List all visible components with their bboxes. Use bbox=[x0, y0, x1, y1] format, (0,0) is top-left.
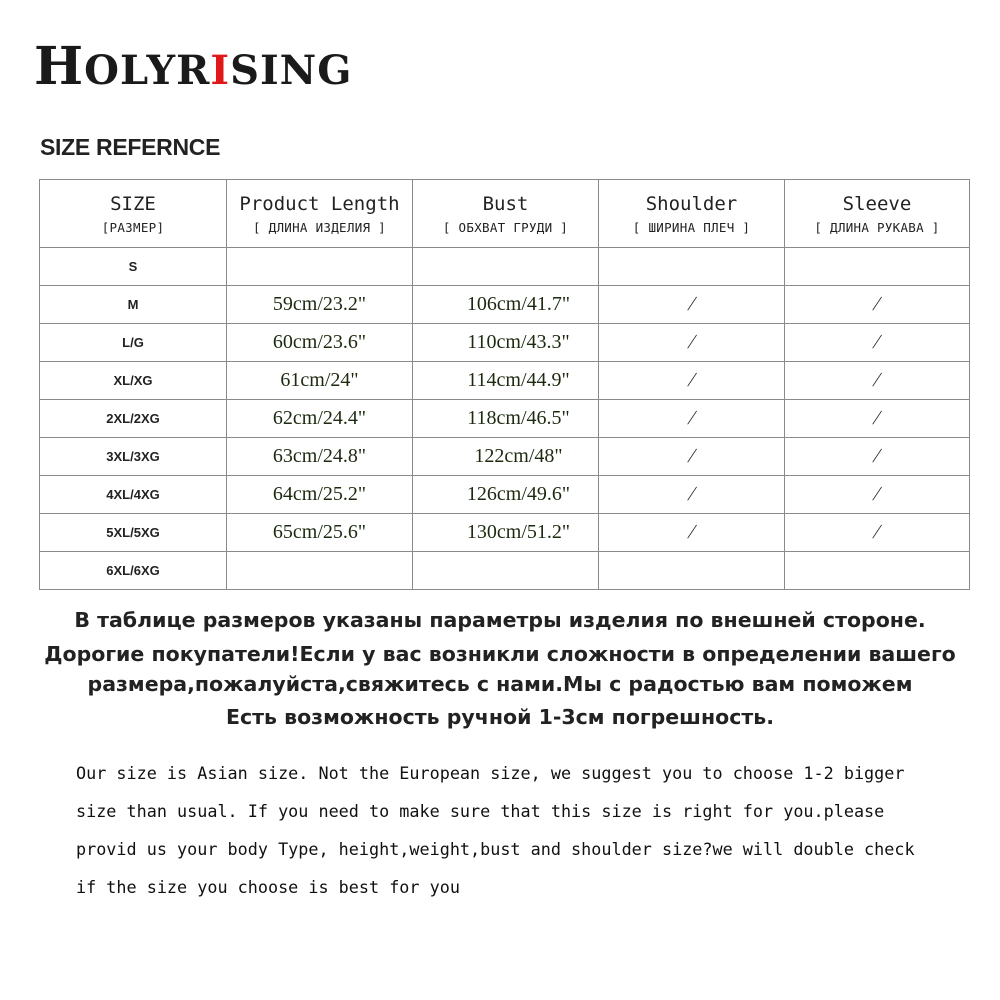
table-row bbox=[40, 248, 970, 286]
russian-note-line: Есть возможность ручной 1-3см погрешность. bbox=[225, 705, 774, 729]
sleeve-value: / bbox=[870, 331, 884, 353]
sleeve-value: / bbox=[870, 445, 884, 467]
header-sublabel: [ ДЛИНА ИЗДЕЛИЯ ] bbox=[252, 219, 387, 235]
size-chart-table bbox=[39, 179, 970, 590]
table-row bbox=[40, 400, 970, 438]
size-cell: L/G bbox=[40, 324, 227, 362]
sleeve-cell bbox=[785, 400, 970, 438]
english-note-line: Our size is Asian size. Not the European size, we suggest you to choose 1-2 bigger bbox=[76, 763, 905, 783]
sleeve-cell bbox=[785, 362, 970, 400]
table-row bbox=[40, 286, 970, 324]
shoulder-cell bbox=[599, 438, 785, 476]
table-row bbox=[40, 552, 970, 590]
size-cell: 4XL/4XG bbox=[40, 476, 227, 514]
sleeve-value: / bbox=[870, 369, 884, 391]
bust-cell: 126cm/49.6" bbox=[413, 476, 599, 514]
sleeve-value: / bbox=[870, 407, 884, 429]
size-cell: 3XL/3XG bbox=[40, 438, 227, 476]
sleeve-value: / bbox=[870, 483, 884, 505]
shoulder-cell bbox=[599, 514, 785, 552]
bust-cell bbox=[413, 248, 599, 286]
shoulder-cell bbox=[599, 324, 785, 362]
header-label: Bust bbox=[482, 192, 529, 215]
bust-cell: 114cm/44.9" bbox=[413, 362, 599, 400]
length-cell: 59cm/23.2" bbox=[227, 286, 413, 324]
table-header-row bbox=[40, 180, 970, 248]
shoulder-cell bbox=[599, 362, 785, 400]
bust-cell: 130cm/51.2" bbox=[413, 514, 599, 552]
header-product-length bbox=[227, 180, 413, 248]
sleeve-value: / bbox=[870, 521, 884, 543]
brand-logo bbox=[34, 36, 352, 97]
header-sleeve bbox=[785, 180, 970, 248]
header-shoulder bbox=[599, 180, 785, 248]
size-cell: 6XL/6XG bbox=[40, 552, 227, 590]
header-sublabel: [ ДЛИНА РУКАВА ] bbox=[814, 219, 940, 235]
table-row bbox=[40, 514, 970, 552]
shoulder-cell bbox=[599, 476, 785, 514]
shoulder-value: / bbox=[685, 407, 699, 429]
sleeve-cell bbox=[785, 324, 970, 362]
logo-text-part1: OLYR bbox=[84, 47, 211, 94]
table-row bbox=[40, 476, 970, 514]
sleeve-cell bbox=[785, 552, 970, 590]
length-cell: 61cm/24" bbox=[227, 362, 413, 400]
sleeve-value: / bbox=[870, 293, 884, 315]
length-cell: 60cm/23.6" bbox=[227, 324, 413, 362]
header-label: SIZE bbox=[110, 192, 156, 215]
sleeve-cell bbox=[785, 476, 970, 514]
bust-cell: 118cm/46.5" bbox=[413, 400, 599, 438]
header-label: Product Length bbox=[239, 192, 400, 215]
shoulder-cell bbox=[599, 286, 785, 324]
bust-cell: 122cm/48" bbox=[413, 438, 599, 476]
header-sublabel: [ ШИРИНА ПЛЕЧ ] bbox=[632, 219, 751, 235]
size-cell: S bbox=[40, 248, 227, 286]
header-label: Sleeve bbox=[842, 192, 912, 215]
sleeve-cell bbox=[785, 286, 970, 324]
bust-cell: 110cm/43.3" bbox=[413, 324, 599, 362]
header-bust bbox=[413, 180, 599, 248]
header-label: Shoulder bbox=[645, 192, 738, 215]
length-cell bbox=[227, 248, 413, 286]
logo-text-part2: SING bbox=[230, 47, 353, 94]
header-sublabel: [ ОБХВАТ ГРУДИ ] bbox=[442, 219, 569, 235]
russian-note-line: Дорогие покупатели!Если у вас возникли сложности в определении вашего bbox=[44, 642, 956, 666]
logo-accent-letter: I bbox=[210, 47, 231, 94]
russian-note-line: В таблице размеров указаны параметры изделия по внешней стороне. bbox=[74, 608, 926, 632]
shoulder-value: / bbox=[685, 483, 699, 505]
size-cell: 5XL/5XG bbox=[40, 514, 227, 552]
sleeve-cell bbox=[785, 248, 970, 286]
english-note-line: if the size you choose is best for you bbox=[76, 877, 460, 897]
shoulder-value: / bbox=[685, 331, 699, 353]
table-row bbox=[40, 438, 970, 476]
shoulder-value: / bbox=[685, 369, 699, 391]
bust-cell bbox=[413, 552, 599, 590]
size-cell: M bbox=[40, 286, 227, 324]
header-sublabel: [РАЗМЕР] bbox=[101, 219, 165, 235]
length-cell: 64cm/25.2" bbox=[227, 476, 413, 514]
length-cell: 63cm/24.8" bbox=[227, 438, 413, 476]
english-note-line: size than usual. If you need to make sure that this size is right for you.please bbox=[76, 801, 885, 821]
shoulder-cell bbox=[599, 248, 785, 286]
length-cell: 65cm/25.6" bbox=[227, 514, 413, 552]
size-cell: XL/XG bbox=[40, 362, 227, 400]
length-cell: 62cm/24.4" bbox=[227, 400, 413, 438]
russian-note-line: размера,пожалуйста,свяжитесь с нами.Мы с радостью вам поможем bbox=[87, 672, 913, 696]
table-row bbox=[40, 324, 970, 362]
sleeve-cell bbox=[785, 514, 970, 552]
shoulder-value: / bbox=[685, 293, 699, 315]
bust-cell: 106cm/41.7" bbox=[413, 286, 599, 324]
section-heading: SIZE REFERNCE bbox=[40, 134, 221, 160]
size-cell: 2XL/2XG bbox=[40, 400, 227, 438]
sleeve-cell bbox=[785, 438, 970, 476]
shoulder-value: / bbox=[685, 445, 699, 467]
table-row bbox=[40, 362, 970, 400]
english-note-line: provid us your body Type, height,weight,bust and shoulder size?we will double check bbox=[76, 839, 915, 859]
logo-first-letter: H bbox=[34, 36, 85, 97]
header-size bbox=[40, 180, 227, 248]
length-cell bbox=[227, 552, 413, 590]
shoulder-value: / bbox=[685, 521, 699, 543]
shoulder-cell bbox=[599, 552, 785, 590]
shoulder-cell bbox=[599, 400, 785, 438]
